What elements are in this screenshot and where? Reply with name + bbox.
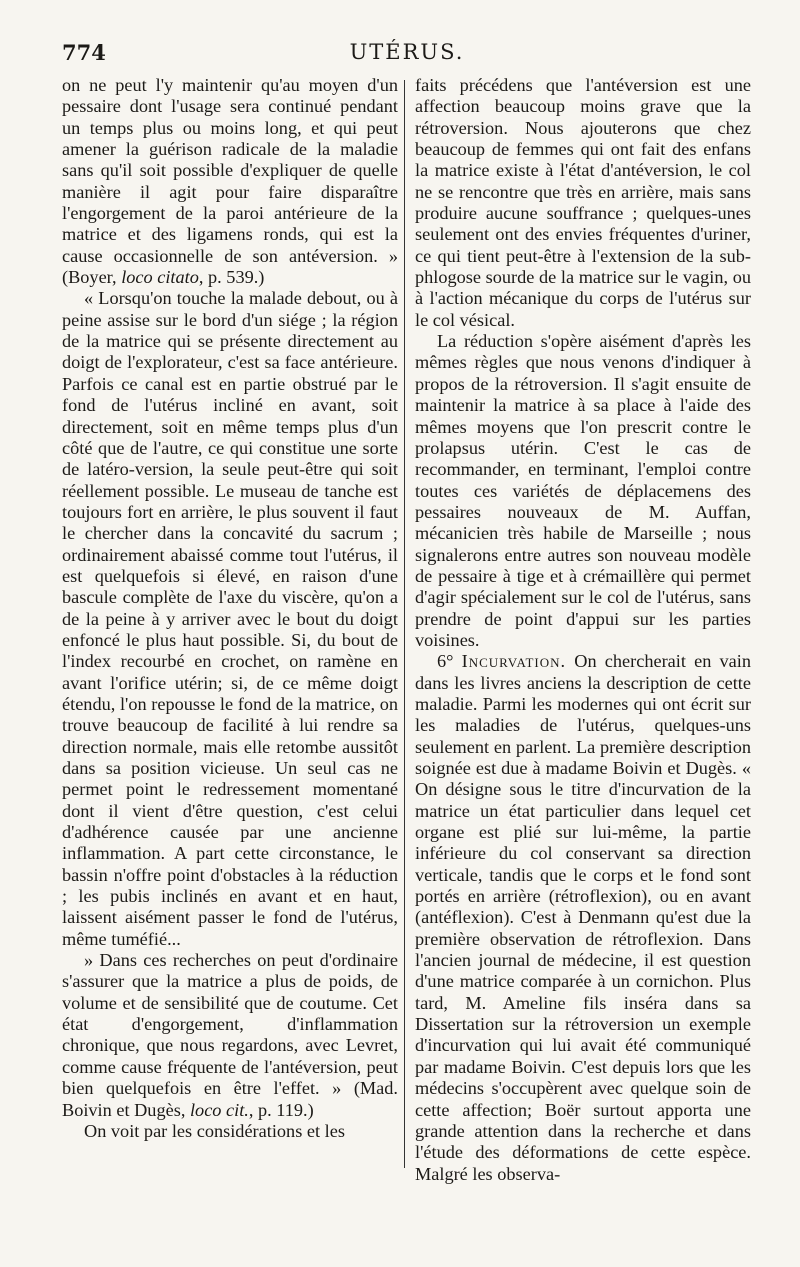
citation: loco citato [121, 267, 199, 288]
running-title: UTÉRUS. [349, 40, 465, 64]
paragraph: La réduction s'opère aisément d'après les mêmes règles que nous venons d'indiquer à propos de la rétroversion. Il s'agit ensuite de maintenir la matrice à sa place à l'aide des mêmes moyens que l'on prescrit contre le prolapsus utérin. C'est le cas de recommander, en terminant, l'emploi contre toutes ces variétés de déplacemens des pessaires nouveaux de M. Auffan, mécanicien très habile de Marseille ; nous signalerons entre autres son nouveau modèle de pessaire à tige et à crémaillère qui permet d'agir spécialement sur le col de l'utérus, sans prendre de point d'appui sur les parties voisines. [415, 331, 751, 650]
paragraph: 6° Incurvation. On chercherait en vain dans les livres anciens la description de cette maladie. Parmi les modernes qui ont écrit sur les maladies de l'utérus, quelques-uns seulement en parlent. La première description soignée est due à madame Boivin et Dugès. « On désigne sous le titre d'incurvation de la matrice un état particulier dans lequel cet organe est plié sur lui-même, la partie inférieure du col conservant sa direction verticale, tandis que le corps et le fond sont portés en arrière (rétroflexion), ou en avant (antéflexion). C'est à Denmann qu'est due la première observation de rétroflexion. Dans l'ancien journal de médecine, il est question d'une matrice comparée à un cornichon. Plus tard, M. Ameline fils inséra dans sa Dissertation sur la rétroversion un exemple d'incurvation qui lui avait été communiqué par madame Boivin. C'est depuis lors que les médecins s'occupèrent avec quelque soin de cette affection; Boër surtout apporta une grande attention dans la recherche et dans l'étude des déformations de cette espèce. Malgré les observa- [415, 651, 751, 1184]
column-divider [404, 80, 405, 1168]
paragraph: » Dans ces recherches on peut d'ordinaire s'assurer que la matrice a plus de poids, de volume et de sensibilité que de coutume. Cet état d'engorgement, d'inflammation chronique, que nous regardons, avec Levret, comme cause fréquente de l'antéversion, peut bien quelquefois en être l'effet. » (Mad. Boivin et Dugès, loco cit., p. 119.) [62, 950, 398, 1120]
paragraph: faits précédens que l'antéversion est une affection beaucoup moins grave que la rétroversion. Nous ajouterons que chez beaucoup de femmes qui ont fait des enfans la matrice existe à l'état d'antéversion, le col ne se rencontre que très en arrière, mais sans produire aucune souffrance ; quelques-unes seulement ont des envies fréquentes d'uriner, ce qui tient peut-être à l'extension de la sub-phlogose sourde de la matrice sur le vagin, ou à l'action mécanique du corps de l'utérus sur le col vésical. [415, 75, 751, 330]
paragraph: On voit par les considérations et les [84, 1120, 345, 1141]
section-number: 6° [437, 651, 462, 672]
section-heading: Incurvation. [461, 651, 567, 672]
paragraph: on ne peut l'y maintenir qu'au moyen d'un pessaire dont l'usage sera continué pendant un temps plus ou moins long, et qui peut amener la guérison radicale de la maladie sans qu'il soit possible d'expliquer de quelle manière il agit pour faire disparaître l'engorgement de la paroi antérieure de la matrice et des ligamens ronds, qui est la cause occasionnelle de son antéversion. » (Boyer, loco citato, p. 539.) [62, 75, 398, 288]
page-number: 774 [62, 40, 106, 65]
paragraph: « Lorsqu'on touche la malade debout, ou à peine assise sur le bord d'un siége ; la région de la matrice qui se présente directement au doigt de l'explorateur, c'est sa face antérieure. Parfois ce canal est en partie obstrué par le fond de l'utérus incliné en avant, soit directement, soit en même temps plus d'un côté que de l'autre, ce qui constitue une sorte de latéro-version, la seule peut-être qui soit réellement possible. Le museau de tanche est toujours fort en arrière, le plus souvent il faut le chercher dans la concavité du sacrum ; ordinairement abaissé comme tout l'utérus, il est quelquefois si élevé, en raison d'une bascule complète de l'axe du viscère, qu'on a de la peine à y arriver avec le bout du doigt enfoncé le plus haut possible. Si, du bout de l'index recourbé en crochet, on ramène en avant l'orifice utérin; si, de ce même doigt étendu, l'on repousse le fond de la matrice, on trouve beaucoup de facilité à lui rendre sa direction normale, mais elle retombe aussitôt dans sa position vicieuse. Un seul cas ne permet point le redressement momentané dont il vient d'être question, c'est celui d'adhérence causée par une ancienne inflammation. A part cette circonstance, le bassin n'offre point d'obstacles à la réduction ; les pubis inclinés en avant et en haut, laissent aisément passer le fond de l'utérus, même tuméfié... [62, 288, 398, 949]
page-header [62, 40, 752, 70]
citation: loco cit. [189, 1099, 249, 1120]
right-column [415, 75, 751, 1185]
left-column [62, 75, 398, 1142]
